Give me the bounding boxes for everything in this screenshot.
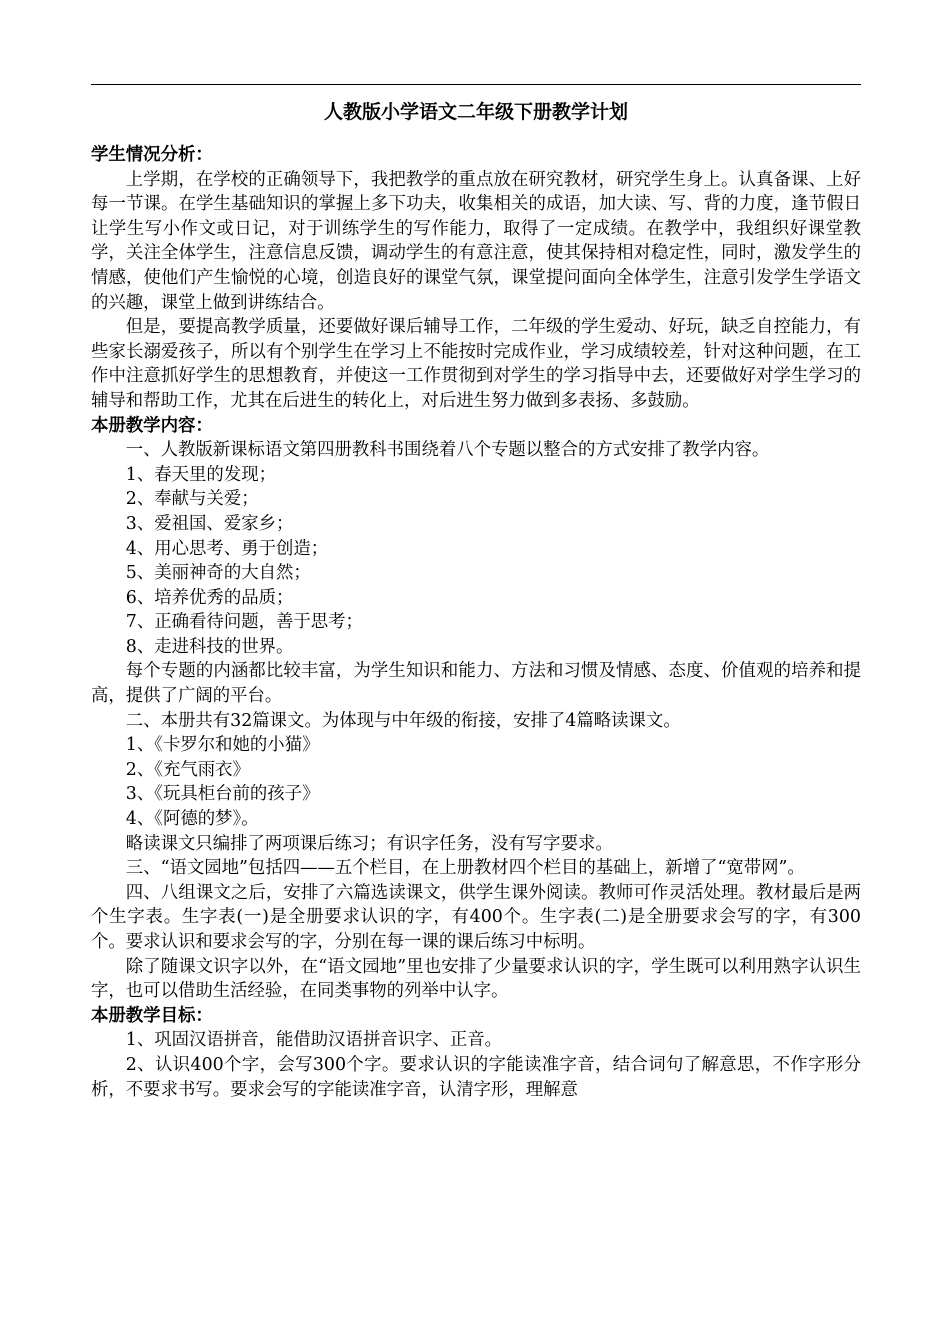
paragraph: 四、八组课文之后，安排了六篇选读课文，供学生课外阅读。教师可作灵活处理。教材最后是两个生字表。生字表(一)是全册要求认识的字，有400个。生字表(二)是全册要求会写的字，有300个。要求认识和要求会写的字，分别在每一课的课后练习中标明。 — [91, 882, 861, 952]
reading-item: 4、《阿德的梦》。 — [125, 809, 259, 830]
topic-item: 7、正确看待问题，善于思考； — [125, 612, 363, 633]
paragraph: 一、人教版新课标语文第四册教科书围绕着八个专题以整合的方式安排了教学内容。 — [125, 440, 770, 461]
paragraph: 但是，要提高教学质量，还要做好课后辅导工作，二年级的学生爱动、好玩，缺乏自控能力，有些家长溺爱孩子，所以有个别学生在学习上不能按时完成作业，学习成绩较差，针对这种问题，在工作中注意抓好学生的思想教育，并使这一工作贯彻到对学生的学习指导中去，还要做好对学生学习的辅导和帮助工作，尤其在后进生的转化上，对后进生努力做到多表扬、多鼓励。 — [91, 317, 861, 411]
document-page — [91, 84, 861, 1102]
paragraph: 1、巩固汉语拼音，能借助汉语拼音识字、正音。 — [125, 1030, 503, 1051]
topic-item: 4、用心思考、勇于创造； — [125, 538, 329, 559]
paragraph: 略读课文只编排了两项课后练习；有识字任务，没有写字要求。 — [125, 833, 613, 854]
reading-item: 2、《充气雨衣》 — [125, 759, 250, 780]
topic-item: 1、春天里的发现； — [125, 464, 276, 485]
paragraph: 二、本册共有32篇课文。为体现与中年级的衔接，安排了4篇略读课文。 — [125, 710, 681, 731]
reading-item: 3、《玩具柜台前的孩子》 — [125, 784, 320, 805]
header-rule — [91, 84, 861, 85]
topic-item: 3、爱祖国、爱家乡； — [125, 513, 294, 534]
paragraph: 每个专题的内涵都比较丰富，为学生知识和能力、方法和习惯及情感、态度、价值观的培养和提高，提供了广阔的平台。 — [91, 661, 861, 707]
section-heading-teaching-goals: 本册教学目标： — [91, 1005, 213, 1026]
topic-item: 2、奉献与关爱； — [125, 489, 259, 510]
topic-item: 5、美丽神奇的大自然； — [125, 563, 311, 584]
paragraph: 除了随课文识字以外，在“语文园地”里也安排了少量要求认识的字，学生既可以利用熟字认识生字，也可以借助生活经验，在同类事物的列举中认字。 — [91, 956, 861, 1002]
reading-item: 1、《卡罗尔和她的小猫》 — [125, 735, 320, 756]
paragraph: 三、“语文园地”包括四——五个栏目，在上册教材四个栏目的基础上，新增了“宽带网”。 — [125, 858, 805, 879]
section-heading-student-analysis: 学生情况分析： — [91, 145, 213, 165]
topic-item: 8、走进科技的世界。 — [125, 636, 294, 657]
paragraph: 上学期，在学校的正确领导下，我把教学的重点放在研究教材，研究学生身上。认真备课、上好每一节课。在学生基础知识的掌握上多下功夫，收集相关的成语，加大读、写、背的力度，逢节假日让学生写小作文或日记，对于训练学生的写作能力，取得了一定成绩。在教学中，我组织好课堂教学，关注全体学生，注意信息反馈，调动学生的有意注意，使其保持相对稳定性，同时，激发学生的情感，使他们产生愉悦的心境，创造良好的课堂气氛，课堂提问面向全体学生，注意引发学生学语文的兴趣，课堂上做到讲练结合。 — [91, 169, 861, 313]
paragraph: 2、认识400个字，会写300个字。要求认识的字能读准字音，结合词句了解意思，不作字形分析，不要求书写。要求会写的字能读准字音，认清字形，理解意 — [91, 1054, 861, 1100]
topic-item: 6、培养优秀的品质； — [125, 587, 294, 608]
document-body — [91, 143, 861, 1102]
section-heading-teaching-content: 本册教学内容： — [91, 415, 213, 436]
document-title: 人教版小学语文二年级下册教学计划 — [323, 101, 628, 123]
